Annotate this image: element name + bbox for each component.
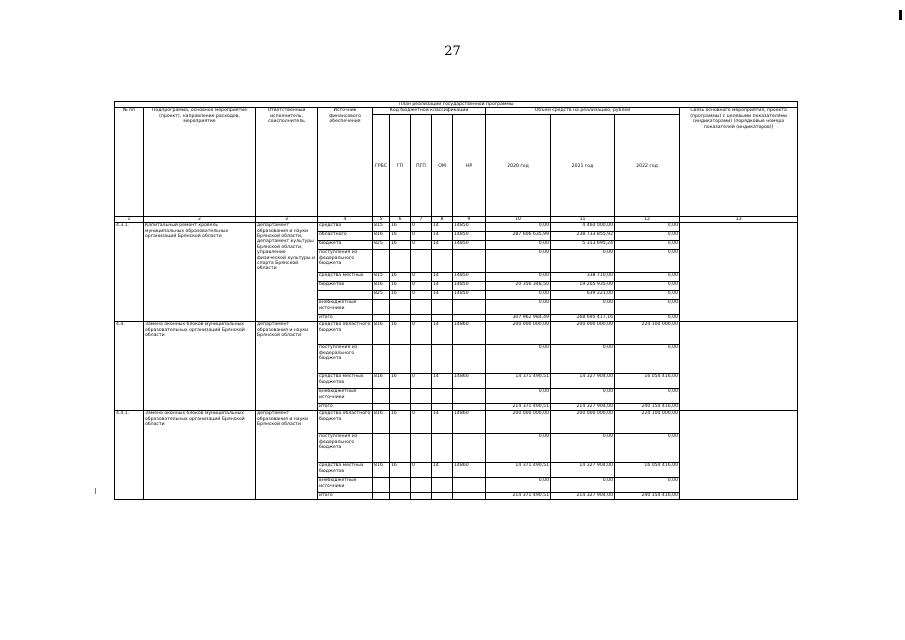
amount-2021: 200 000 000,00 [551,411,615,434]
code-pgp [411,478,432,493]
code-grbs [373,300,390,315]
amount-2021: 238 733 855,92 [551,232,615,241]
code-gp: 16 [390,273,411,282]
code-grbs [373,478,390,493]
code-nr [453,478,486,493]
code-pgp: 0 [411,374,432,389]
code-nr: 14850 [453,273,486,282]
code-pgp: 0 [411,223,432,232]
code-pgp: 0 [411,241,432,250]
responsible-executor: департамент образования и науки Брянской области, департамент культуры Брянской области, управление физической культуры и спорта Брянской области [256,223,318,322]
code-grbs [373,345,390,374]
amount-2022: 0,00 [615,282,680,291]
code-nr: 14860 [453,463,486,478]
amount-2020: 307 962 984,49 [486,315,551,322]
funding-source: средства местных бюджетов [318,374,373,389]
code-nr: 14860 [453,411,486,434]
funding-source: итого [318,493,373,500]
amount-2021: 268 695 417,16 [551,315,615,322]
header-link: Связь основного мероприятия, проекта (программы) с целевыми показателями (индикаторами) (порядковые номера показателей (индикаторов)) [680,108,798,216]
code-nr [453,434,486,463]
amount-2022: 224 100 000,00 [615,411,680,434]
funding-source: поступления из федерального бюджета [318,250,373,273]
responsible-executor: департамент образования и науки Брянской области [256,411,318,500]
code-gp [390,389,411,404]
code-om [432,389,453,404]
header-grbs: ГРБС [373,114,390,216]
code-om [432,404,453,411]
amount-2020: 0,00 [486,241,551,250]
funding-source: итого [318,315,373,322]
column-number: 5 [373,216,390,222]
amount-2021: 14 327 904,00 [551,463,615,478]
code-nr [453,389,486,404]
code-grbs [373,250,390,273]
code-om [432,478,453,493]
code-gp: 16 [390,463,411,478]
header-row [115,108,798,114]
code-grbs: 825 [373,291,390,300]
amount-2020: 14 371 490,51 [486,374,551,389]
column-number: 13 [680,216,798,222]
code-nr: 14850 [453,232,486,241]
funding-source: внебюджетные источники [318,478,373,493]
funding-source [318,291,373,300]
amount-2022: 16 054 416,00 [615,374,680,389]
code-grbs [373,315,390,322]
code-om [432,300,453,315]
amount-2020: 0,00 [486,345,551,374]
scan-margin-mark [95,488,96,494]
funding-source: внебюджетные источники [318,389,373,404]
code-grbs [373,493,390,500]
header-nr: НР [453,114,486,216]
amount-2021: 0,00 [551,434,615,463]
amount-2022: 16 054 416,00 [615,463,680,478]
funding-source: средства местных [318,273,373,282]
amount-2021: 0,00 [551,250,615,273]
amount-2021: 4 464 000,00 [551,223,615,232]
code-gp: 16 [390,291,411,300]
header-year-2022: 2022 год [615,114,680,216]
code-om: 14 [432,232,453,241]
amount-2021: 0,00 [551,478,615,493]
activity-name: Замена оконных блоков муниципальных образовательных организаций Брянской области [144,411,256,500]
header-om: ОМ [432,114,453,216]
code-nr [453,493,486,500]
amount-2022: 0,00 [615,291,680,300]
amount-2021: 14 327 904,00 [551,374,615,389]
amount-2021: 200 000 000,00 [551,322,615,345]
funding-source: средства областного бюджета [318,322,373,345]
code-nr [453,250,486,273]
amount-2021: 0,00 [551,345,615,374]
row-number: 4.4.1. [115,411,144,500]
code-pgp [411,404,432,411]
code-nr: 14860 [453,322,486,345]
code-nr [453,404,486,411]
code-grbs [373,434,390,463]
scan-corner-mark [899,10,902,20]
header-budget-code: Код бюджетной классификации [373,108,486,114]
amount-2021: 19 205 935,00 [551,282,615,291]
funding-source: средства областного бюджета [318,411,373,434]
column-number: 7 [411,216,432,222]
funding-source: бюджета [318,241,373,250]
header-responsible: Ответственный исполнитель, соисполнитель [256,108,318,216]
amount-2022: 240 154 416,00 [615,404,680,411]
funding-source: итого [318,404,373,411]
column-number: 8 [432,216,453,222]
amount-2020: 14 371 490,51 [486,463,551,478]
amount-2020: 20 356 348,50 [486,282,551,291]
code-gp: 16 [390,223,411,232]
amount-2020: 200 000 000,00 [486,411,551,434]
table-row [115,322,798,345]
amount-2022: 0,00 [615,434,680,463]
row-number: 4.4. [115,322,144,411]
indicator-link [680,223,798,322]
code-grbs: 816 [373,232,390,241]
code-om: 14 [432,322,453,345]
amount-2021: 338 710,00 [551,273,615,282]
table-row [115,223,798,232]
column-number: 3 [256,216,318,222]
amount-2020: 287 606 635,99 [486,232,551,241]
code-grbs: 816 [373,374,390,389]
code-gp [390,434,411,463]
code-om: 14 [432,374,453,389]
code-pgp [411,434,432,463]
amount-2022: 0,00 [615,250,680,273]
column-number: 1 [115,216,144,222]
amount-2021: 639 221,00 [551,291,615,300]
activity-name: Капитальный ремонт кровель муниципальных образовательных организаций Брянской области [144,223,256,322]
code-gp: 16 [390,282,411,291]
code-grbs: 816 [373,463,390,478]
header-gp: ГП [390,114,411,216]
funding-source: областного [318,232,373,241]
code-gp [390,315,411,322]
amount-2021: 0,00 [551,389,615,404]
amount-2022: 224 100 000,00 [615,322,680,345]
amount-2022: 0,00 [615,223,680,232]
code-om [432,434,453,463]
code-grbs: 816 [373,322,390,345]
code-om [432,345,453,374]
responsible-executor: департамент образования и науки Брянской области [256,322,318,411]
code-nr [453,300,486,315]
header-pgp: ПГП [411,114,432,216]
amount-2020: 214 371 490,51 [486,493,551,500]
code-nr [453,345,486,374]
code-om: 14 [432,273,453,282]
amount-2022: 0,00 [615,315,680,322]
amount-2020: 200 000 000,00 [486,322,551,345]
header-volume: Объём средств на реализацию, рублей [486,108,680,114]
code-grbs: 825 [373,241,390,250]
code-nr [453,315,486,322]
code-om [432,250,453,273]
code-grbs [373,389,390,404]
funding-source: средства местных бюджетов [318,463,373,478]
code-pgp [411,315,432,322]
table-caption: План реализации государственной программы [115,102,798,108]
header-num: № пп [115,108,144,216]
code-grbs [373,404,390,411]
amount-2021: 214 327 904,00 [551,493,615,500]
code-pgp: 0 [411,463,432,478]
code-gp [390,250,411,273]
funding-source: поступления из федерального бюджета [318,434,373,463]
amount-2022: 240 154 416,00 [615,493,680,500]
code-gp: 16 [390,241,411,250]
column-number: 2 [144,216,256,222]
code-om: 14 [432,282,453,291]
amount-2020: 0,00 [486,291,551,300]
code-om: 14 [432,463,453,478]
indicator-link [680,322,798,411]
code-pgp: 0 [411,273,432,282]
code-pgp [411,493,432,500]
amount-2021: 5 313 695,24 [551,241,615,250]
indicator-link [680,411,798,500]
column-number: 12 [615,216,680,222]
code-gp: 16 [390,374,411,389]
funding-source: внебюджетные источники [318,300,373,315]
amount-2021: 214 327 904,00 [551,404,615,411]
code-gp: 16 [390,322,411,345]
code-gp [390,345,411,374]
code-gp [390,493,411,500]
funding-source: бюджетов [318,282,373,291]
code-pgp: 0 [411,411,432,434]
amount-2022: 0,00 [615,478,680,493]
code-nr: 14850 [453,223,486,232]
amount-2020: 0,00 [486,250,551,273]
header-source: Источник финансового обеспечения [318,108,373,216]
amount-2020: 0,00 [486,223,551,232]
row-number: 4.3.1. [115,223,144,322]
amount-2022: 0,00 [615,345,680,374]
code-pgp [411,300,432,315]
code-pgp [411,389,432,404]
code-om [432,315,453,322]
amount-2022: 0,00 [615,273,680,282]
column-number: 4 [318,216,373,222]
code-om [432,493,453,500]
header-subprogram: Подпрограмма, основное мероприятие (проект), направление расходов, мероприятие [144,108,256,216]
code-nr: 14850 [453,241,486,250]
amount-2020: 0,00 [486,300,551,315]
code-pgp: 0 [411,282,432,291]
amount-2022: 0,00 [615,232,680,241]
amount-2022: 0,00 [615,389,680,404]
column-number: 6 [390,216,411,222]
code-pgp: 0 [411,232,432,241]
code-nr: 14850 [453,282,486,291]
amount-2020: 0,00 [486,389,551,404]
column-number: 11 [551,216,615,222]
code-nr: 14860 [453,374,486,389]
code-gp [390,478,411,493]
code-grbs: 815 [373,223,390,232]
code-om: 14 [432,241,453,250]
code-gp: 16 [390,411,411,434]
amount-2021: 0,00 [551,300,615,315]
code-pgp [411,345,432,374]
program-plan-table [114,101,798,500]
code-gp [390,300,411,315]
funding-source: поступления из федерального бюджета [318,345,373,374]
code-gp [390,404,411,411]
code-grbs: 816 [373,411,390,434]
column-number: 10 [486,216,551,222]
amount-2020: 0,00 [486,434,551,463]
activity-name: Замена оконных блоков муниципальных образовательных организаций Брянской области [144,322,256,411]
table-body [115,102,798,500]
code-om: 14 [432,223,453,232]
code-om: 14 [432,291,453,300]
code-grbs: 815 [373,273,390,282]
column-number: 9 [453,216,486,222]
code-pgp: 0 [411,291,432,300]
code-grbs: 816 [373,282,390,291]
header-year-2020: 2020 год [486,114,551,216]
amount-2020: 214 371 490,51 [486,404,551,411]
code-nr: 14850 [453,291,486,300]
code-pgp: 0 [411,322,432,345]
funding-source: средства [318,223,373,232]
amount-2020: 0,00 [486,273,551,282]
code-pgp [411,250,432,273]
amount-2022: 0,00 [615,241,680,250]
table-row [115,411,798,434]
amount-2022: 0,00 [615,300,680,315]
header-year-2021: 2021 год [551,114,615,216]
amount-2020: 0,00 [486,478,551,493]
code-om: 14 [432,411,453,434]
code-gp: 16 [390,232,411,241]
page-number: 27 [444,44,461,59]
